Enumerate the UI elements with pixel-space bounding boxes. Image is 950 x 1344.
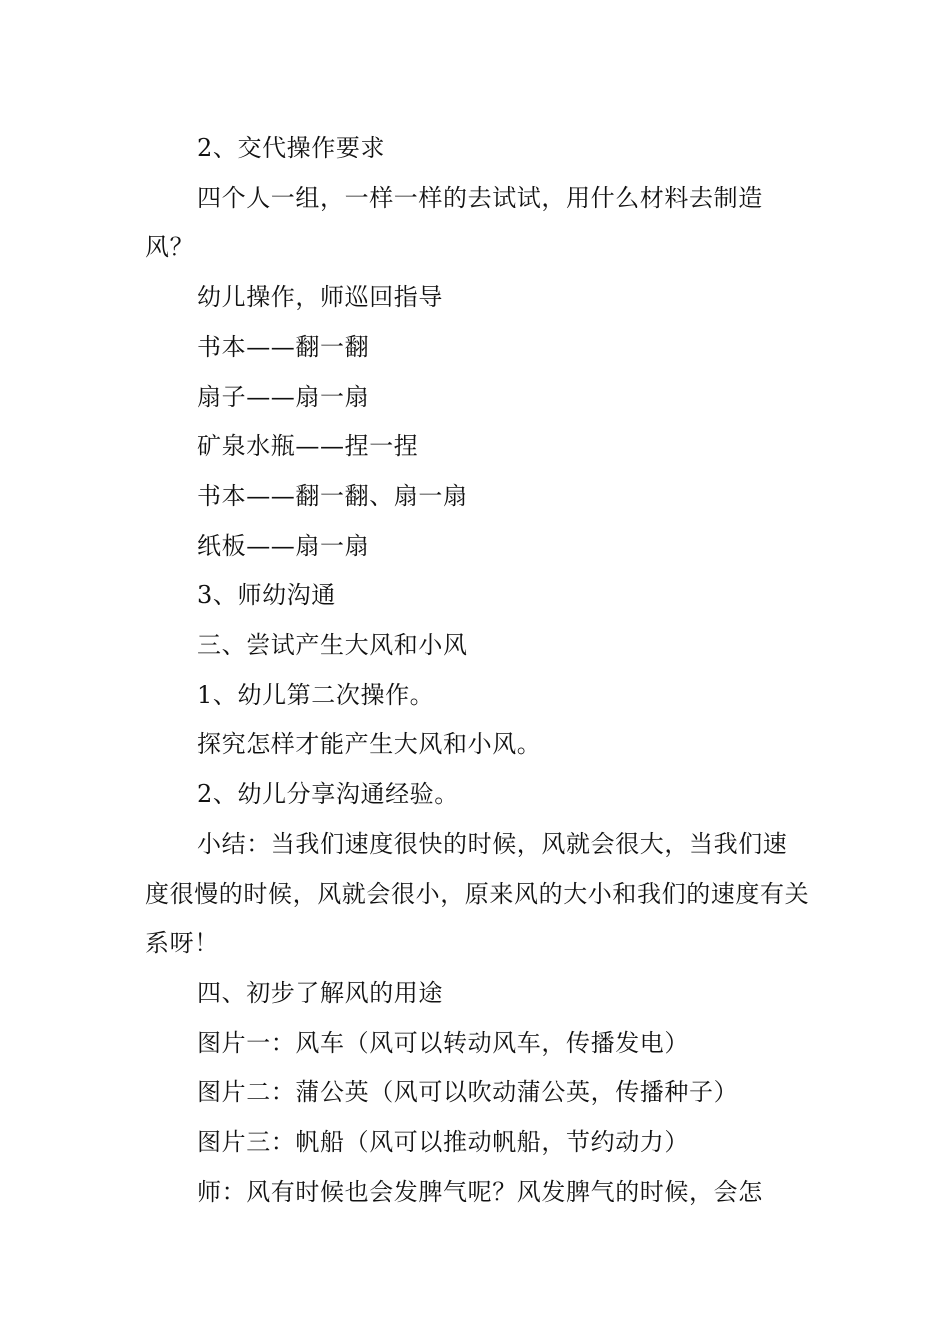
section-heading: 三、尝试产生大风和小风	[197, 631, 468, 660]
section-heading: 四、初步了解风的用途	[197, 978, 443, 1007]
paragraph: 图片三：帆船（风可以推动帆船，节约动力）	[197, 1128, 689, 1157]
paragraph: 书本——翻一翻	[197, 332, 370, 361]
paragraph: 3、师幼沟通	[197, 581, 336, 610]
paragraph: 矿泉水瓶——捏一捏	[197, 432, 419, 461]
paragraph: 四个人一组，一样一样的去试试，用什么材料去制造风？	[145, 183, 763, 262]
paragraph: 1、幼儿第二次操作。	[197, 680, 435, 709]
paragraph: 幼儿操作，师巡回指导	[197, 283, 443, 312]
paragraph: 2、幼儿分享沟通经验。	[197, 780, 459, 809]
paragraph: 扇子——扇一扇	[197, 382, 370, 411]
paragraph: 2、交代操作要求	[197, 134, 386, 162]
paragraph: 探究怎样才能产生大风和小风。	[197, 730, 542, 759]
summary-paragraph: 小结：当我们速度很快的时候，风就会很大，当我们速度很慢的时候，风就会很小，原来风的大小和我们的速度有关系呀！	[145, 829, 810, 958]
document-body	[145, 124, 810, 1217]
paragraph: 图片二：蒲公英（风可以吹动蒲公英，传播种子）	[197, 1078, 739, 1107]
paragraph: 师：风有时候也会发脾气呢？风发脾气的时候，会怎	[197, 1177, 763, 1206]
paragraph: 纸板——扇一扇	[197, 531, 370, 560]
paragraph: 图片一：风车（风可以转动风车，传播发电）	[197, 1028, 689, 1057]
paragraph: 书本——翻一翻、扇一扇	[197, 481, 468, 510]
